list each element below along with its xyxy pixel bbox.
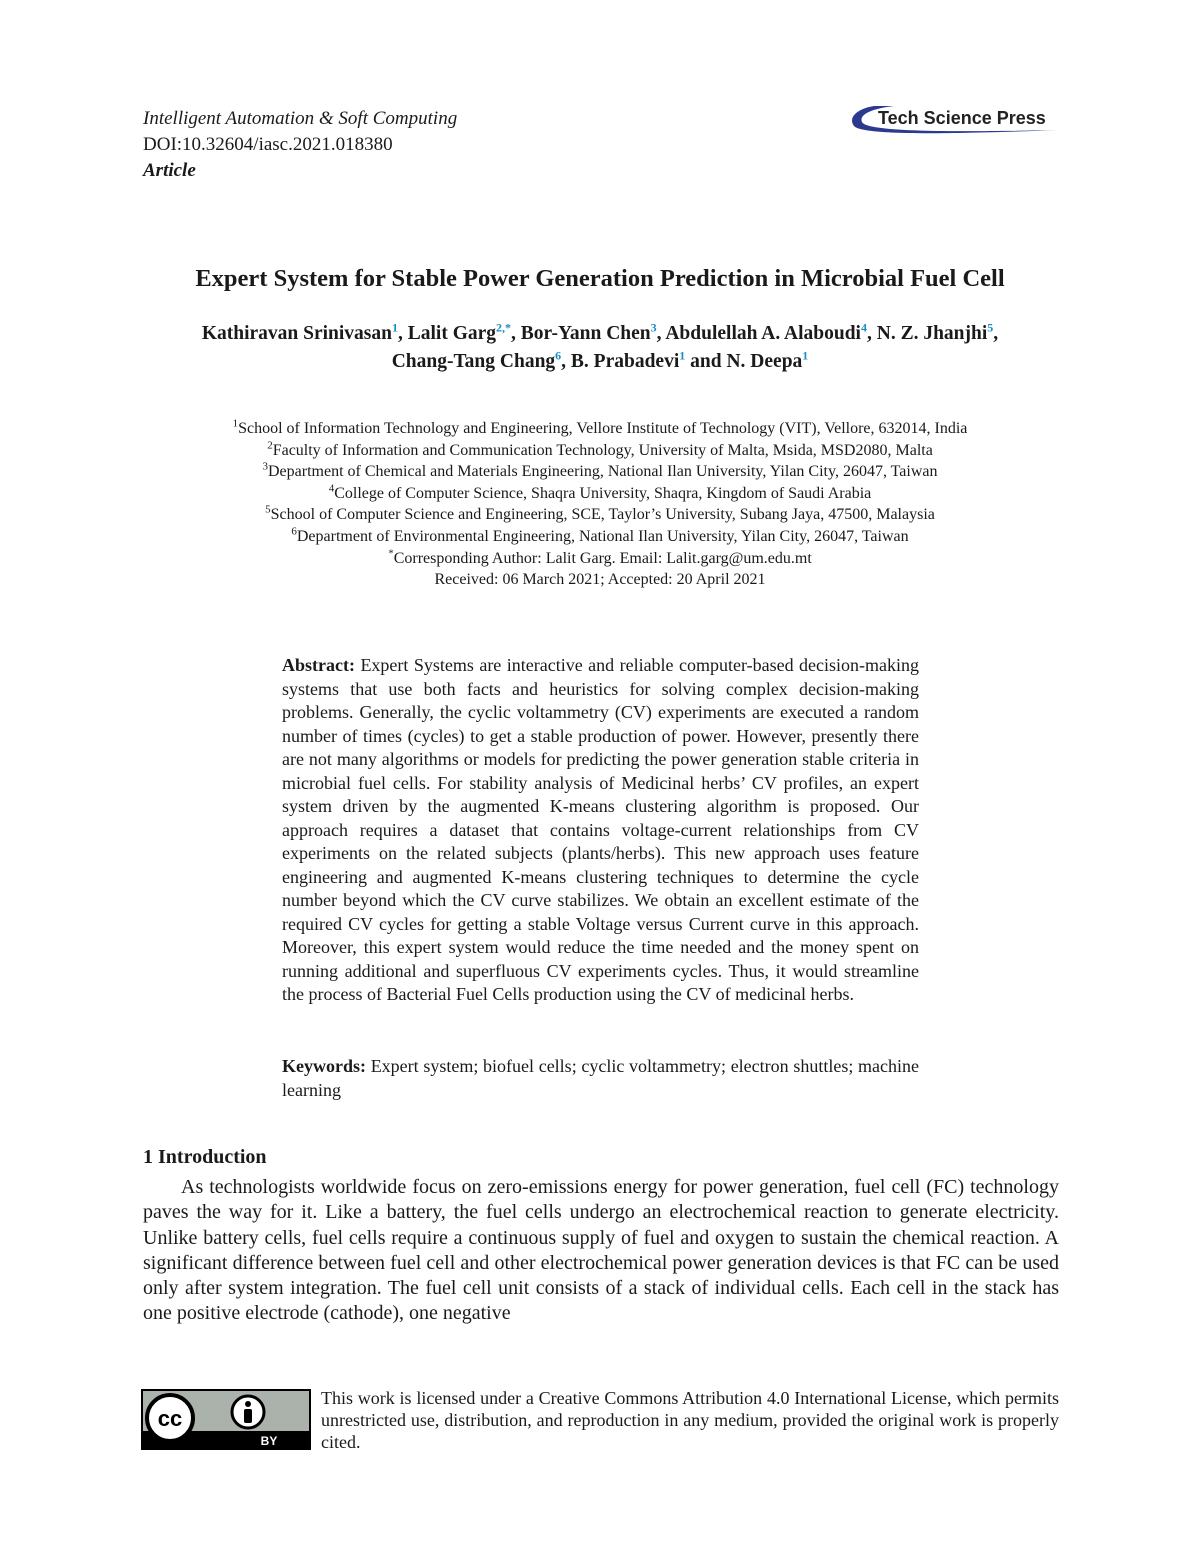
journal-name: Intelligent Automation & Soft Computing	[143, 108, 458, 129]
author: Kathiravan Srinivasan$^1$,	[201, 320, 408, 344]
author: Lalit Garg$^{2,*}$,	[407, 320, 521, 344]
author: N. Z. Jhanjhi$^5$,	[876, 320, 999, 344]
journal-header	[143, 106, 457, 184]
corresponding-author: *Corresponding Author: Lalit Garg. Email: Lalit.garg@um.edu.mt	[388, 547, 812, 567]
doi: DOI:10.32604/iasc.2021.018380	[143, 134, 393, 155]
affiliation: $^6$Department of Environmental Engineering, National Ilan University, Yilan City, 26047, Taiwan	[291, 525, 909, 545]
affiliation: $^3$Department of Chemical and Materials Engineering, National Ilan University, Yilan City, 26047, Taiwan	[262, 460, 938, 481]
license-text: This work is licensed under a Creative Commons Attribution 4.0 International License, which permits unrestricted use, distribution, and reproduction in any medium, provided the original work is properly cited.	[321, 1388, 1059, 1452]
by-label: BY	[260, 1434, 278, 1448]
section-heading: 1 Introduction	[143, 1146, 267, 1168]
affiliation: $^2$Faculty of Information and Communication Technology, University of Malta, Msida, MSD2080, Malta	[267, 439, 933, 459]
publisher-logo	[848, 100, 1063, 140]
publisher-name: Tech Science Press	[878, 108, 1046, 128]
cc-logo-text: cc	[157, 1406, 183, 1431]
author: B. Prabadevi$^1$ and	[570, 348, 727, 372]
author-list	[100, 320, 1100, 376]
section-body: As technologists worldwide focus on zero-emissions energy for power generation, fuel cell (FC) technology paves the way for it. Like a battery, the fuel cells undergo an electrochemical reaction to generate electricity. Unlike battery cells, fuel cells require a continuous supply of fuel and oxygen to sustain the chemical reaction. A significant difference between fuel cell and other electrochemical power generation devices is that FC can be used only after system integration. The fuel cell unit consists of a stack of individual cells. Each cell in the stack has one positive electrode (cathode), one negative	[143, 1176, 1059, 1325]
article-type: Article	[143, 160, 196, 181]
author: Bor-Yann Chen$^3$,	[520, 320, 666, 344]
affiliations	[100, 418, 1100, 591]
affiliation: $^5$School of Computer Science and Engineering, SCE, Taylor’s University, Subang Jaya, 47500, Malaysia	[265, 504, 935, 524]
abstract-text: Expert Systems are interactive and reliable computer-based decision-making systems that use both facts and heuristics for solving complex decision-making problems. Generally, the cyclic voltammetry (CV) experiments are executed a random number of times (cycles) to get a stable production of power. However, presently there are not many algorithms or models for predicting the power generation stable criteria in microbial fuel cells. For stability analysis of Medicinal herbs’ CV profiles, an expert system driven by the augmented K-means clustering algorithm is proposed. Our approach requires a dataset that contains voltage-current relationships from CV experiments on the related subjects (plants/herbs). This new approach uses feature engineering and augmented K-means clustering techniques to determine the cycle number beyond which the CV curve stabilizes. We obtain an excellent estimate of the required CV cycles for getting a stable Voltage versus Current curve in this approach. Moreover, this expert system would reduce the time needed and the money spent on running additional and superfluous CV experiments cycles. Thus, it would streamline the process of Bacterial Fuel Cells production using the CV of medicinal herbs.	[282, 655, 920, 1004]
received-date: Received: 06 March 2021; Accepted: 20 April 2021	[434, 571, 766, 589]
author: N. Deepa$^1$	[726, 348, 809, 372]
affiliation: $^1$School of Information Technology and Engineering, Vellore Institute of Technology (VIT), Vellore, 632014, India	[232, 417, 968, 437]
paper-title: Expert System for Stable Power Generation Prediction in Microbial Fuel Cell	[195, 265, 1005, 292]
keywords-label: Keywords:	[282, 1056, 366, 1076]
person-icon	[232, 1396, 264, 1428]
keywords-text: Expert system; biofuel cells; cyclic voltammetry; electron shuttles; machine learning	[282, 1056, 919, 1100]
author: Chang-Tang Chang$^6$,	[391, 348, 571, 372]
keywords	[282, 1055, 919, 1102]
author: Abdulellah A. Alaboudi$^4$,	[665, 320, 877, 344]
abstract-label: Abstract:	[282, 655, 355, 675]
cc-license-badge	[141, 1389, 311, 1450]
abstract	[282, 654, 919, 1007]
affiliation: $^4$College of Computer Science, Shaqra University, Shaqra, Kingdom of Saudi Arabia	[328, 482, 872, 502]
